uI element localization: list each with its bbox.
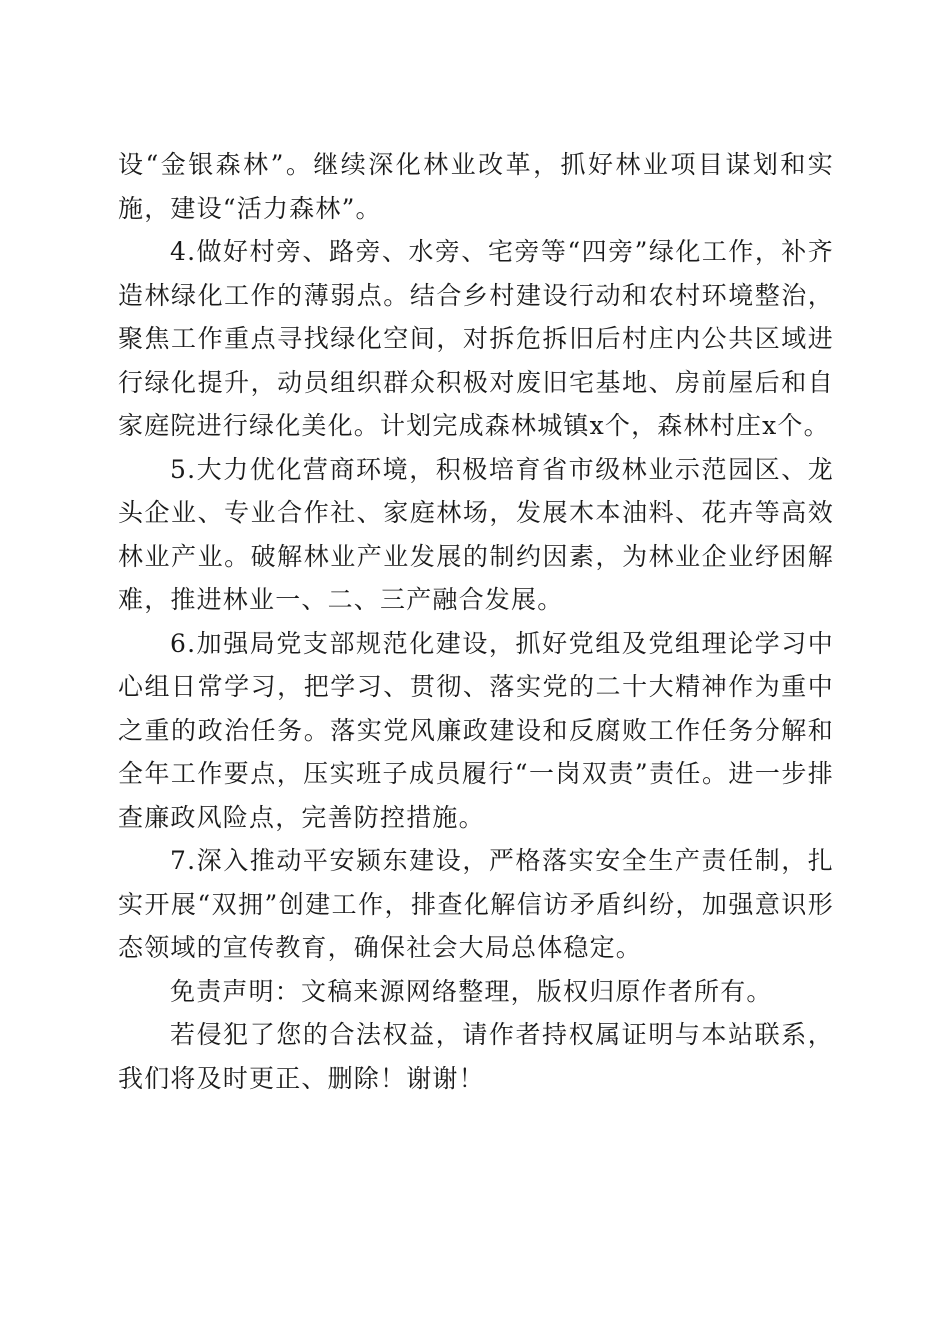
disclaimer-line-2: 若侵犯了您的合法权益，请作者持权属证明与本站联系，我们将及时更正、删除！谢谢！ (118, 1020, 834, 1093)
paragraph-item-4: 4.做好村旁、路旁、水旁、宅旁等“四旁”绿化工作，补齐造林绿化工作的薄弱点。结合乡村建设行动和农村环境整治，聚焦工作重点寻找绿化空间，对拆危拆旧后村庄内公共区域进行绿化提升，动员组织群众积极对废旧宅基地、房前屋后和自家庭院进行绿化美化。计划完成森林城镇x个，森林村庄x个。 (118, 237, 834, 440)
paragraph-continuation: 设“金银森林”。继续深化林业改革，抓好林业项目谋划和实施，建设“活力森林”。 (118, 150, 834, 223)
paragraph-item-5: 5.大力优化营商环境，积极培育省市级林业示范园区、龙头企业、专业合作社、家庭林场，发展木本油料、花卉等高效林业产业。破解林业产业发展的制约因素，为林业企业纾困解难，推进林业一、二、三产融合发展。 (118, 454, 834, 614)
paragraph-item-6: 6.加强局党支部规范化建设，抓好党组及党组理论学习中心组日常学习，把学习、贯彻、落实党的二十大精神作为重中之重的政治任务。落实党风廉政建设和反腐败工作任务分解和全年工作要点，压实班子成员履行“一岗双责”责任。进一步排查廉政风险点，完善防控措施。 (118, 628, 834, 832)
paragraph-item-7: 7.深入推动平安颍东建设，严格落实安全生产责任制，扎实开展“双拥”创建工作，排查化解信访矛盾纠纷，加强意识形态领域的宣传教育，确保社会大局总体稳定。 (118, 846, 834, 962)
disclaimer-line-1: 免责声明：文稿来源网络整理，版权归原作者所有。 (170, 976, 773, 1006)
document-body (118, 143, 834, 1100)
